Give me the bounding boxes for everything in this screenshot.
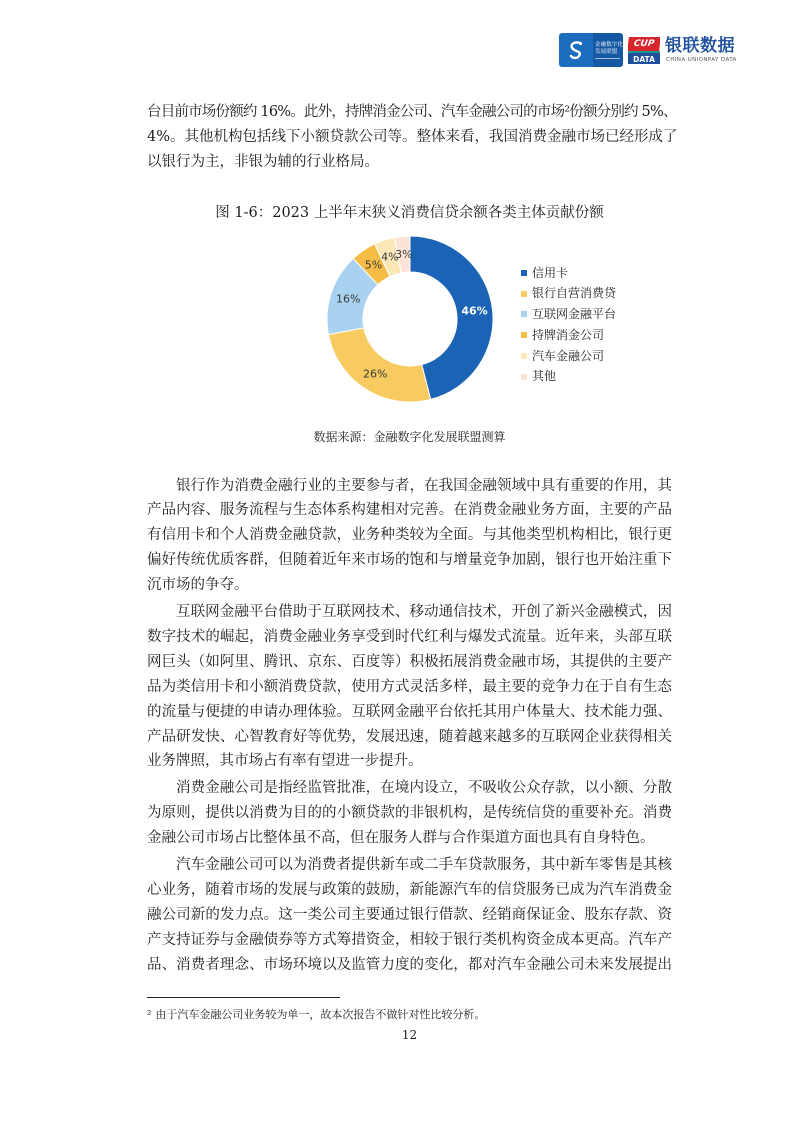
text-line: 网巨头（如阿里、腾讯、京东、百度等）积极拓展消费金融市场，其提供的主要产 [147,653,672,670]
footnote-mark: ² [147,1008,152,1021]
text-line: 融公司新的发力点。这一类公司主要通过银行借款、经销商保证金、股东存款、资 [147,906,672,923]
legend-swatch [521,270,527,276]
donut-slice [328,328,430,402]
footnote [147,1008,485,1022]
paragraph [147,853,672,978]
chart-legend [521,263,616,388]
text-line: 台目前市场份额约 16%。此外，持牌消金公司、汽车金融公司的市场²份额分别约 5%、 [147,103,677,120]
text-line: 消费金融公司是指经监管批准，在境内设立，不吸收公众存款，以小额、分散 [176,780,672,797]
data-label: 4% [381,250,399,264]
text-line: 互联网金融平台借助于互联网技术、移动通信技术，开创了新兴金融模式，因 [176,604,672,621]
data-label: 16% [335,292,361,306]
body-text [147,474,672,978]
text-line: 产品研发快、心智教育好等优势，发展迅速，随着越来越多的互联网企业获得相关 [147,728,672,745]
legend-item [521,283,616,304]
text-line: 金融公司市场占比整体虽不高，但在服务人群与合作渠道方面也具有自身特色。 [147,830,655,847]
paragraph [147,474,672,599]
text-line: 业务牌照，其市场占有率有望进一步提升。 [147,753,423,770]
alliance-logo-mark [559,33,593,67]
cup-badge-bottom: DATA [628,51,660,64]
alliance-logo [559,33,623,67]
legend-label: 汽车金融公司 [532,348,605,363]
legend-item [521,263,616,284]
alliance-logo-divider [595,58,620,59]
text-line: 数字技术的崛起，消费金融业务享受到时代红利与爆发式流量。近年来，头部互联 [147,628,672,645]
legend-swatch [521,374,527,380]
alliance-logo-line2: 发展联盟 [595,48,618,55]
legend-item [521,325,616,346]
cup-data-logo-icon [628,37,660,64]
text-line: 汽车金融公司可以为消费者提供新车或二手车贷款服务，其中新车零售是其核 [176,857,672,874]
data-label: 5% [364,258,383,272]
data-label: 3% [395,247,413,261]
text-line: 心业务，随着市场的发展与政策的鼓励，新能源汽车的信贷服务已成为汽车消费金 [147,882,672,898]
text-line: 品为类信用卡和小额消费贷款，使用方式灵活多样，最主要的竞争力在于自有生态 [147,678,672,695]
legend-label: 互联网金融平台 [532,307,617,322]
intro-paragraph [147,100,678,175]
page-number: 12 [401,1028,418,1042]
text-line: 沉市场的争夺。 [147,577,249,594]
alliance-logo-line1: 金融数字化 [595,41,623,48]
alliance-logo-text [593,33,623,67]
text-line: 的流量与便捷的申请办理体验。互联网金融平台依托其用户体量大、技术能力强、 [147,703,672,720]
legend-label: 信用卡 [532,265,569,280]
alliance-logo-icon [564,38,588,62]
cup-badge-top: CUP [628,37,660,51]
figure-caption: 图 1-6：2023 上半年末狭义消费信贷余额各类主体贡献份额 [215,205,604,221]
text-line: 产品内容、服务流程与生态体系构建相对完善。在消费金融业务方面，主要的产品 [147,502,672,519]
footnote-text: 由于汽车金融公司业务较为单一，故本次报告不做针对性比较分析。 [155,1008,486,1021]
legend-swatch [521,353,527,359]
legend-label: 持牌消金公司 [532,327,605,342]
legend-item [521,366,616,387]
legend-item [521,346,616,367]
legend-label: 银行自营消费贷 [532,286,617,301]
text-line: 为原则，提供以消费为目的的小额贷款的非银机构，是传统信贷的重要补充。消费 [147,805,672,822]
legend-swatch [521,332,527,338]
text-line: 银行作为消费金融行业的主要参与者，在我国金融领域中具有重要的作用，其 [176,477,672,494]
paragraph [147,776,672,851]
legend-label: 其他 [532,369,557,384]
legend-swatch [521,311,527,317]
paragraph [147,600,672,774]
cup-logo-name: 银联数据 [665,36,735,56]
figure-source: 数据来源：金融数字化发展联盟测算 [313,430,506,444]
text-line: 品、消费者理念、市场环境以及监管力度的变化，都对汽车金融公司未来发展提出 [147,956,672,973]
legend-item [521,304,616,325]
text-line: 有信用卡和个人消费金融贷款，业务种类较为全面。与其他类型机构相比，银行更 [147,527,672,544]
text-line: 偏好传统优质客群，但随着近年来市场的饱和与增量竞争加剧，银行也开始注重下 [147,552,672,569]
donut-chart [315,224,505,414]
data-label: 26% [362,367,388,381]
text-line: 以银行为主，非银为辅的行业格局。 [147,153,379,170]
footnote-divider [147,997,340,998]
text-line: 产支持证券与金融债券等方式筹措资金，相较于银行类机构资金成本更高。汽车产 [147,931,672,948]
data-label: 46% [461,304,488,318]
text-line: 4%。其他机构包括线下小额贷款公司等。整体来看，我国消费金融市场已经形成了 [147,128,678,145]
legend-swatch [521,291,527,297]
cup-logo-name-en: CHINA UNIONPAY DATA [666,57,737,63]
